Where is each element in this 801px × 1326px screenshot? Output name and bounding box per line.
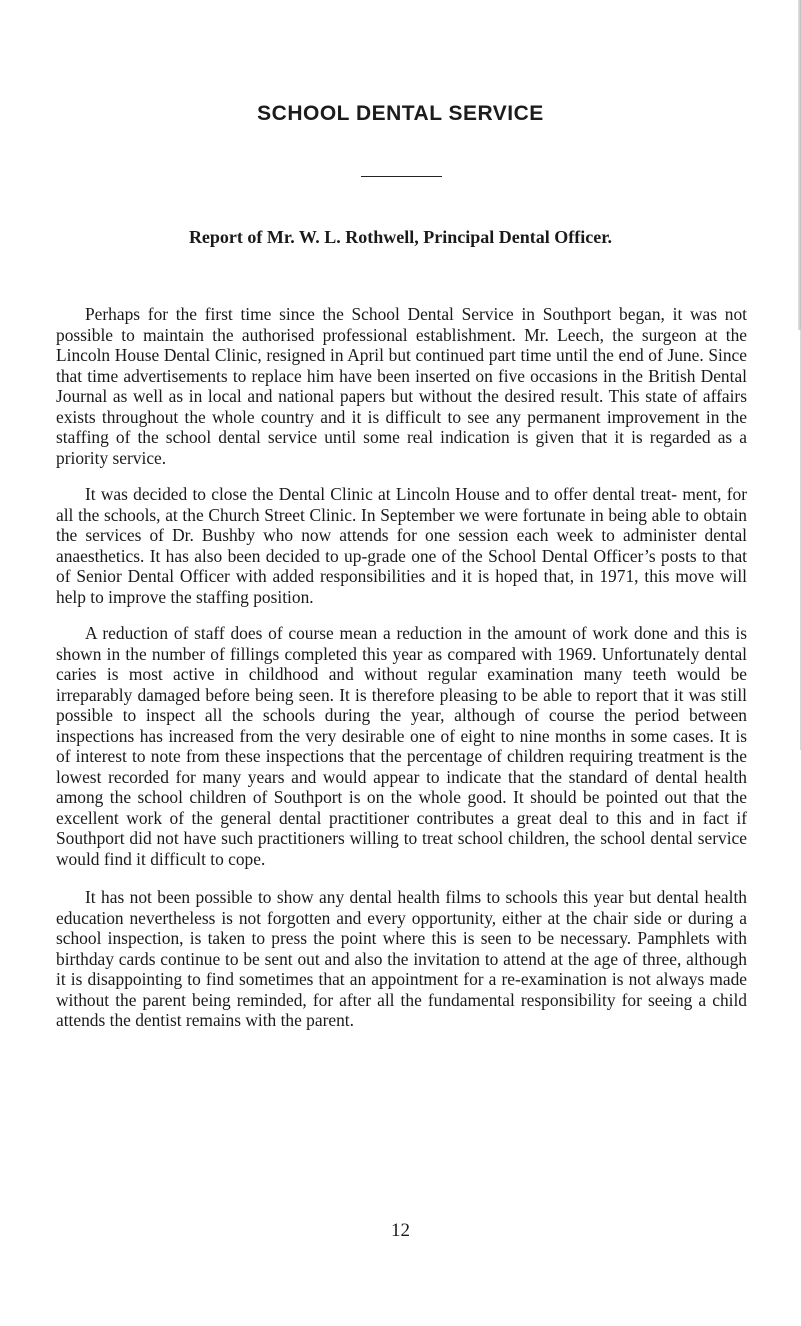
report-subtitle: Report of Mr. W. L. Rothwell, Principal Dental Officer. (188, 227, 613, 247)
page-number: 12 (391, 1220, 410, 1241)
title-divider (361, 176, 442, 177)
page-title: SCHOOL DENTAL SERVICE (257, 102, 544, 125)
paragraph-clinic-closure: It was decided to close the Dental Clinic at Lincoln House and to offer dental treat- ment, for all the schools, at the Church Street Clinic. In September we were fortunate in being able to obtain the services of Dr. Bushby who now attends for one session each week to administer dental anaesthetics. It has also been decided to up-grade one of the School Dental Officer’s posts to that of Senior Dental Officer with added responsibilities and it is hoped that, in 1971, this move will help to improve the staffing position. (56, 484, 747, 607)
report-body (56, 304, 747, 1047)
paragraph-staffing: Perhaps for the first time since the School Dental Service in Southport began, it was not possible to maintain the authorised professional establishment. Mr. Leech, the surgeon at the Lincoln House Dental Clinic, resigned in April but continued part time until the end of June. Since that time advertisements to replace him have been inserted on five occasions in the British Dental Journal as well as in local and national papers but without the desired result. This state of affairs exists throughout the whole country and it is difficult to see any permanent improvement in the staffing of the school dental service until some real indication is given that it is regarded as a priority service. (56, 304, 747, 468)
paragraph-health-education: It has not been possible to show any dental health films to schools this year but dental health education nevertheless is not forgotten and every opportunity, either at the chair side or during a school inspection, is taken to press the point where this is seen to be necessary. Pamphlets with birthday cards continue to be sent out and also the invitation to attend at the age of three, although it is disappointing to find sometimes that an appointment for a re-examination is not always made without the parent being reminded, for after all the fundamental responsibility for seeing a child attends the dentist remains with the parent. (56, 887, 747, 1030)
paragraph-inspections: A reduction of staff does of course mean a reduction in the amount of work done and this is shown in the number of fillings completed this year as compared with 1969. Unfortunately dental caries is most active in childhood and without regular examination many teeth would be irreparably damaged before being seen. It is therefore pleasing to be able to report that it was still possible to inspect all the schools during the year, although of course the period between inspections has increased from the very desirable one of eight to nine months in some cases. It is of interest to note from these inspections that the percentage of children requiring treatment is the lowest recorded for many years and would appear to indicate that the standard of dental health among the school children of Southport is on the whole good. It should be pointed out that the excellent work of the general dental practitioner contributes a great deal to this and in fact if Southport did not have such practitioners willing to treat school children, the school dental service would find it difficult to cope. (56, 623, 747, 869)
